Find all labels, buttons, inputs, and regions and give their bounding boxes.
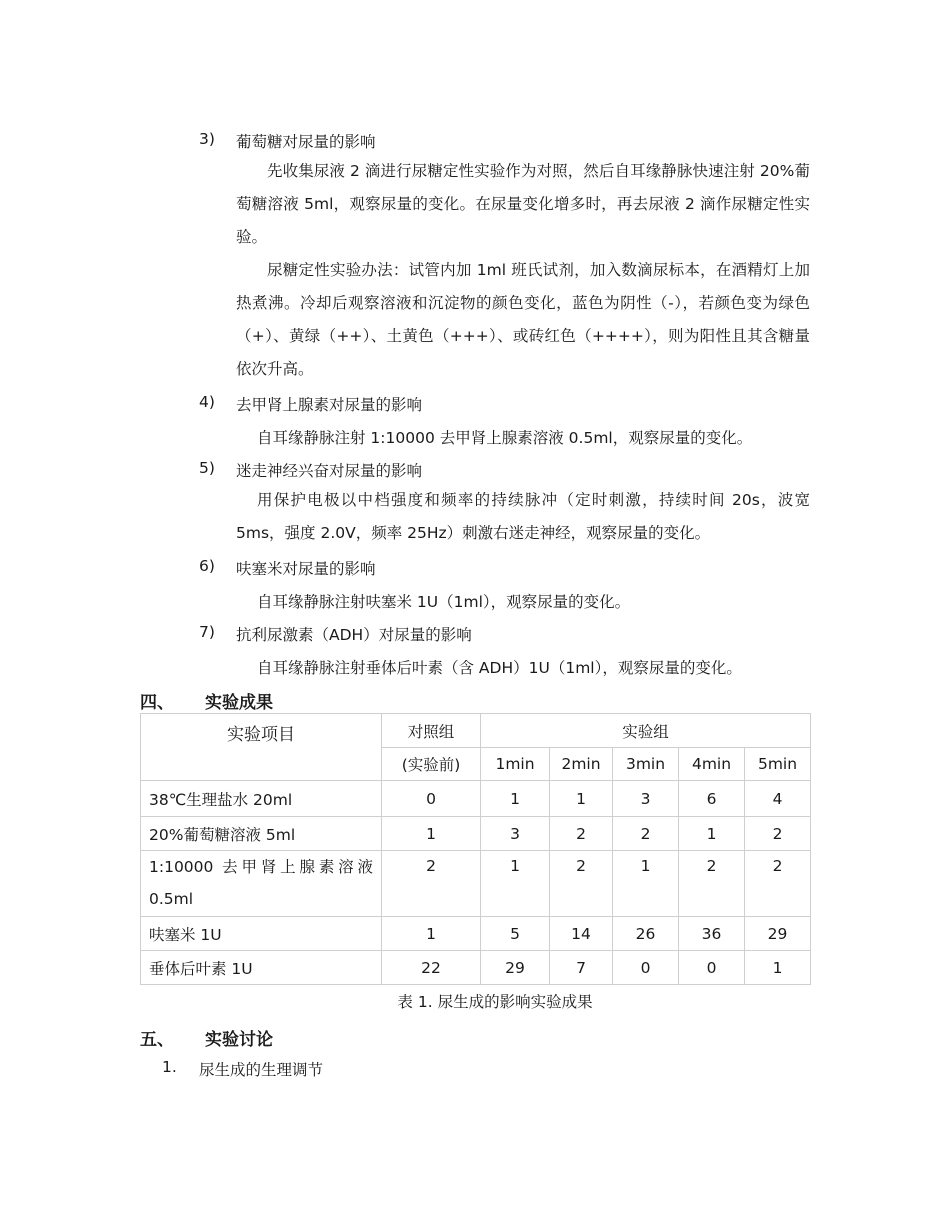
- cell-value: 1: [481, 851, 550, 917]
- item-heading: 迷走神经兴奋对尿量的影响: [236, 462, 423, 480]
- control-value: 22: [382, 951, 481, 985]
- section-title: 实验讨论: [205, 1030, 273, 1050]
- row-name: 20%葡萄糖溶液 5ml: [141, 817, 382, 851]
- item-heading: 抗利尿激素（ADH）对尿量的影响: [236, 626, 472, 644]
- cell-value: 36: [679, 917, 745, 951]
- cell-value: 29: [481, 951, 550, 985]
- control-value: 1: [382, 817, 481, 851]
- table-row: [141, 851, 811, 917]
- cell-value: 2: [550, 817, 613, 851]
- header-time: 2min: [550, 748, 613, 781]
- cell-value: 5: [481, 917, 550, 951]
- cell-value: 0: [679, 951, 745, 985]
- item-number: 7): [199, 623, 215, 641]
- item-heading: 葡萄糖对尿量的影响: [236, 133, 376, 151]
- row-name: 1:10000 去甲肾上腺素溶液 0.5ml: [141, 851, 382, 917]
- table-row: [141, 817, 811, 851]
- cell-value: 2: [550, 851, 613, 917]
- cell-value: 26: [613, 917, 679, 951]
- section-title: 实验成果: [205, 693, 273, 713]
- header-time: 4min: [679, 748, 745, 781]
- control-value: 0: [382, 781, 481, 817]
- cell-value: 1: [613, 851, 679, 917]
- item-heading: 去甲肾上腺素对尿量的影响: [236, 396, 423, 414]
- item-number: 3): [199, 130, 215, 148]
- cell-value: 7: [550, 951, 613, 985]
- cell-value: 1: [481, 781, 550, 817]
- paragraph: 自耳缘静脉注射呋塞米 1U（1ml），观察尿量的变化。: [257, 593, 631, 611]
- cell-value: 3: [481, 817, 550, 851]
- header-time: 3min: [613, 748, 679, 781]
- item-heading: 呋塞米对尿量的影响: [236, 560, 376, 578]
- control-value: 1: [382, 917, 481, 951]
- paragraph: 自耳缘静脉注射 1:10000 去甲肾上腺素溶液 0.5ml，观察尿量的变化。: [257, 429, 753, 447]
- cell-value: 29: [745, 917, 811, 951]
- cell-value: 1: [550, 781, 613, 817]
- table-row: [141, 781, 811, 817]
- list-number: 1.: [162, 1058, 177, 1076]
- cell-value: 1: [745, 951, 811, 985]
- table-row: [141, 917, 811, 951]
- section-heading: [140, 688, 273, 713]
- item-number: 6): [199, 557, 215, 575]
- section-number: 五、: [140, 1030, 174, 1050]
- header-time: 1min: [481, 748, 550, 781]
- row-name: 垂体后叶素 1U: [141, 951, 382, 985]
- control-value: 2: [382, 851, 481, 917]
- list-item: 尿生成的生理调节: [199, 1061, 324, 1079]
- paragraph: 尿糖定性实验办法：试管内加 1ml 班氏试剂，加入数滴尿标本，在酒精灯上加热煮沸。冷却后观察溶液和沉淀物的颜色变化，蓝色为阴性（-），若颜色变为绿色（+）、黄绿（++）、土黄色（+++）、或砖红色（++++），则为阳性且其含糖量依次升高。: [236, 261, 810, 378]
- header-control-sub: (实验前): [382, 748, 481, 781]
- item-number: 5): [199, 459, 215, 477]
- cell-value: 3: [613, 781, 679, 817]
- header-item: 实验项目: [141, 714, 382, 781]
- cell-value: 2: [679, 851, 745, 917]
- table-caption: 表 1. 尿生成的影响实验成果: [397, 993, 593, 1011]
- paragraph: 用保护电极以中档强度和频率的持续脉冲（定时刺激，持续时间 20s，波宽 5ms，强度 2.0V，频率 25Hz）刺激右迷走神经，观察尿量的变化。: [236, 491, 810, 542]
- section-number: 四、: [140, 693, 174, 713]
- cell-value: 1: [679, 817, 745, 851]
- cell-value: 2: [745, 817, 811, 851]
- cell-value: 2: [745, 851, 811, 917]
- header-control: 对照组: [382, 714, 481, 748]
- table-row: [141, 951, 811, 985]
- header-experiment: 实验组: [481, 714, 811, 748]
- cell-value: 6: [679, 781, 745, 817]
- cell-value: 14: [550, 917, 613, 951]
- paragraph: 自耳缘静脉注射垂体后叶素（含 ADH）1U（1ml），观察尿量的变化。: [257, 659, 742, 677]
- cell-value: 4: [745, 781, 811, 817]
- section-heading: [140, 1025, 273, 1050]
- item-number: 4): [199, 393, 215, 411]
- results-table: [140, 713, 811, 985]
- header-time: 5min: [745, 748, 811, 781]
- cell-value: 2: [613, 817, 679, 851]
- paragraph: 先收集尿液 2 滴进行尿糖定性实验作为对照，然后自耳缘静脉快速注射 20%葡萄糖溶液 5ml，观察尿量的变化。在尿量变化增多时，再去尿液 2 滴作尿糖定性实验。: [236, 162, 810, 246]
- cell-value: 0: [613, 951, 679, 985]
- row-name: 38℃生理盐水 20ml: [141, 781, 382, 817]
- row-name: 呋塞米 1U: [141, 917, 382, 951]
